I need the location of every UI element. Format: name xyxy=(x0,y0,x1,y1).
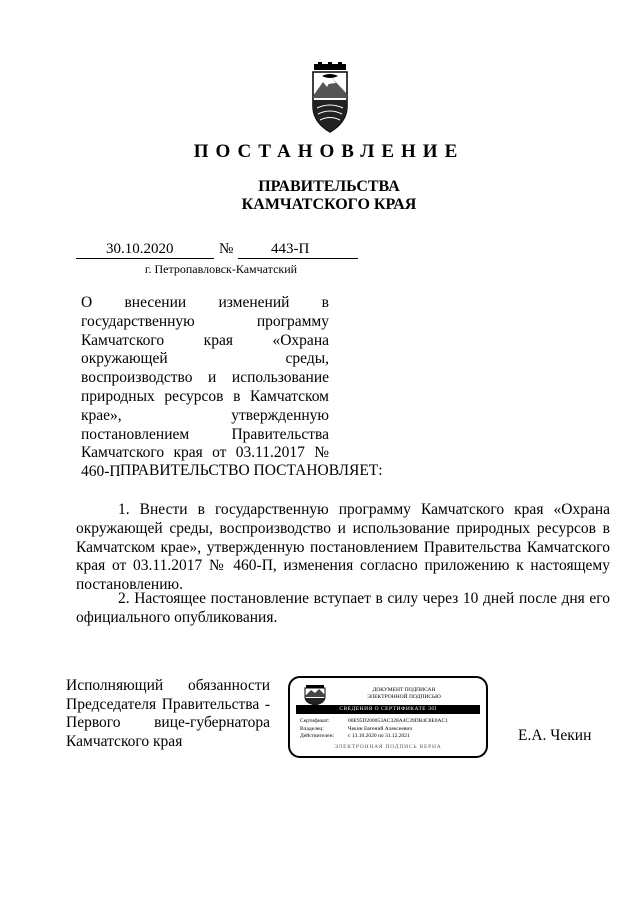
stamp-title-2: ЭЛЕКТРОННОЙ ПОДПИСЬЮ xyxy=(367,694,441,700)
decree-statement: ПРАВИТЕЛЬСТВО ПОСТАНОВЛЯЕТ: xyxy=(120,462,383,479)
document-subject: О внесении изменений в государственную программу Камчатского края «Охрана окружающей среды, воспроизводство и использование природных ресурсов в Камчатском крае», утвержденную постановлением Правительства Камчатского края от 03.11.2017 № 460-П xyxy=(81,294,329,481)
stamp-emblem-icon xyxy=(302,684,328,706)
position-line: Камчатского края xyxy=(66,732,183,750)
certificate-row xyxy=(300,718,480,725)
validity-row xyxy=(300,733,480,740)
stamp-footer: ЭЛЕКТРОННАЯ ПОДПИСЬ ВЕРНА xyxy=(334,744,442,750)
city: г. Петропавловск-Камчатский xyxy=(144,262,298,276)
position-line: Председателя Правительства - xyxy=(66,695,270,713)
signer-name: Е.А. Чекин xyxy=(518,727,592,744)
certificate-key: Сертификат: xyxy=(300,718,330,724)
owner-key: Владелец: xyxy=(300,726,324,732)
document-number: 443-П xyxy=(271,241,310,257)
certificate-header: СВЕДЕНИЯ О СЕРТИФИКАТЕ ЭП xyxy=(296,705,480,714)
validity-value: с 13.10.2020 по 31.12.2021 xyxy=(348,733,410,739)
electronic-signature-stamp xyxy=(288,676,488,758)
stamp-title-1: ДОКУМЕНТ ПОДПИСАН xyxy=(372,687,436,693)
coat-of-arms-emblem xyxy=(310,62,350,134)
date-number-line xyxy=(76,241,358,261)
certificate-value: 00E95D200053AC328A4C39DB4C8E0AC1 xyxy=(348,718,448,724)
validity-key: Действителен: xyxy=(300,733,335,739)
document-date: 30.10.2020 xyxy=(106,241,174,257)
paragraph-2: 2. Настоящее постановление вступает в силу через 10 дней после дня его официального опубликования. xyxy=(76,590,610,626)
owner-value: Чекин Евгений Алексеевич xyxy=(348,726,413,732)
position-line: Первого вице-губернатора xyxy=(66,714,270,732)
paragraph-1: 1. Внести в государственную программу Камчатского края «Охрана окружающей среды, воспроизводство и использование природных ресурсов в Камчатском крае», утвержденную постановлением Правительства Камчатского края от 03.11.2017 № 460-П, изменения согласно приложению к настоящему постановлению. xyxy=(76,501,610,594)
position-line: Исполняющий обязанности xyxy=(66,677,270,694)
document-type-title: ПОСТАНОВЛЕНИЕ xyxy=(193,141,465,162)
number-sign: № xyxy=(219,241,234,257)
signatory-position xyxy=(66,677,270,751)
owner-row xyxy=(300,726,480,733)
issuer-line-2: КАМЧАТСКОГО КРАЯ xyxy=(241,196,417,213)
issuer-line-1: ПРАВИТЕЛЬСТВА xyxy=(258,178,400,195)
